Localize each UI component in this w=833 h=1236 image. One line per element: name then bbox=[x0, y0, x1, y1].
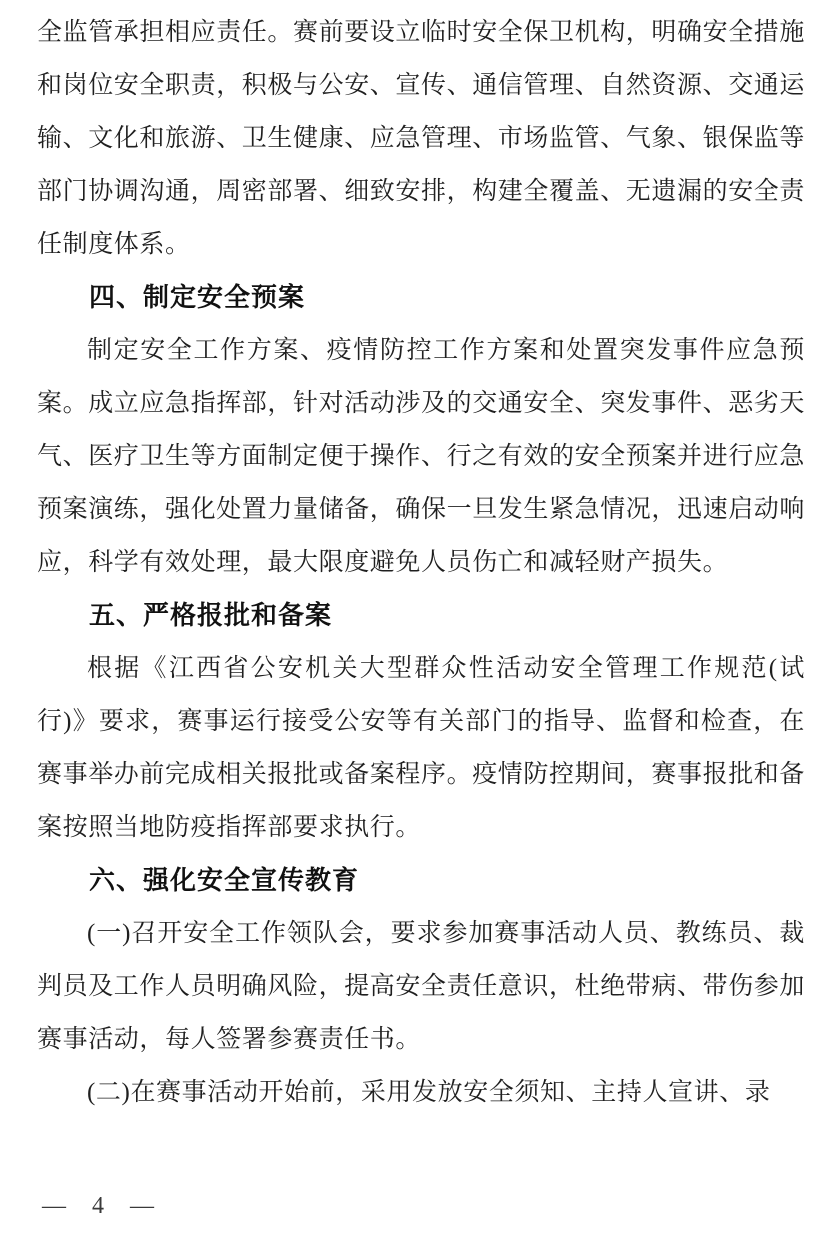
body-paragraph-section-4: 制定安全工作方案、疫情防控工作方案和处置突发事件应急预案。成立应急指挥部，针对活动涉及的交通安全、突发事件、恶劣天气、医疗卫生等方面制定便于操作、行之有效的安全预案并进行应急预案演练，强化处置力量储备，确保一旦发生紧急情况，迅速启动响应，科学有效处理，最大限度避免人员伤亡和减轻财产损失。 bbox=[37, 337, 806, 576]
body-paragraph-section-6-item-2: (二)在赛事活动开始前，采用发放安全须知、主持人宣讲、录 bbox=[87, 1079, 771, 1106]
document-body bbox=[37, 6, 805, 1119]
page-number: — 4 — bbox=[42, 1193, 156, 1219]
body-paragraph-section-5: 根据《江西省公安机关大型群众性活动安全管理工作规范(试行)》要求，赛事运行接受公安等有关部门的指导、监督和检查，在赛事举办前完成相关报批或备案程序。疫情防控期间，赛事报批和备案按照当地防疫指挥部要求执行。 bbox=[37, 655, 806, 841]
section-heading-5: 五、严格报批和备案 bbox=[89, 600, 333, 630]
section-heading-4: 四、制定安全预案 bbox=[89, 282, 306, 312]
body-paragraph-section-6-item-1: (一)召开安全工作领队会，要求参加赛事活动人员、教练员、裁判员及工作人员明确风险，提高安全责任意识，杜绝带病、带伤参加赛事活动，每人签署参赛责任书。 bbox=[37, 920, 806, 1053]
body-paragraph-continuation: 全监管承担相应责任。赛前要设立临时安全保卫机构，明确安全措施和岗位安全职责，积极与公安、宣传、通信管理、自然资源、交通运输、文化和旅游、卫生健康、应急管理、市场监管、气象、银保监等部门协调沟通，周密部署、细致安排，构建全覆盖、无遗漏的安全责任制度体系。 bbox=[37, 19, 806, 258]
section-heading-6: 六、强化安全宣传教育 bbox=[89, 865, 360, 895]
